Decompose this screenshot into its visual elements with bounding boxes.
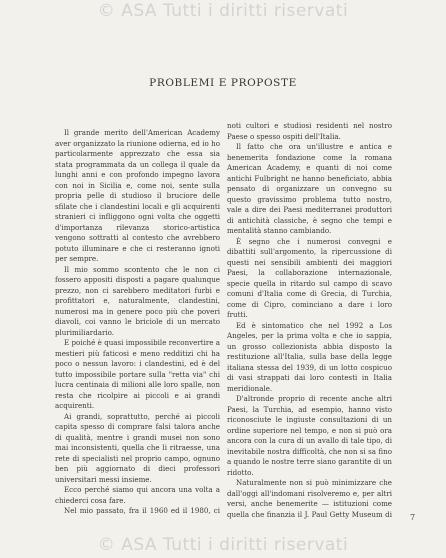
paragraph: noti cultori e studiosi residenti nel nostro Paese o spesso ospiti dell'Italia. (227, 121, 392, 141)
paragraph: Nel mio passato, fra il 1960 ed il 1980, ci (64, 506, 220, 515)
watermark-bottom: © ASA Tutti i diritti riservati (97, 535, 349, 555)
paragraph: D'altronde proprio di recente anche altri Paesi, la Turchia, ad esempio, hanno visto riconosciute le ingiuste consultazioni di un ordine superiore nel tempo, e non si può ora ancora con la cura di un avallo di tale tipo, di inevitabile nostra difficoltà, che non si sa fino a quando le nostre terre siano garantite di un ridotto. (227, 394, 392, 477)
paragraph: Il mio sommo scontento che le non ci fossero appositi disposti a pagare qualunque prezzo, non ci sarebbero meditatori furbi e profittatori e, naturalmente, clandestini, numerosi ma in genere poco più che poveri diavoli, coi vanno le briciole di un mercato plurimiliardario. (55, 264, 220, 337)
paragraph: Il grande merito dell'American Academy aver organizzato la riunione odierna, ed io ho particolarmente apprezzato che essa sia stata programmata da un collega il quale da lunghi anni e con profondo impegno lavora con noi in Sicilia e, come noi, sente sulla propria pelle di studioso il bruciore delle sfilate che i clandestini locali e gli acquirenti stranieri ci infliggono ogni volta che oggetti d'importanza rilevanza storico-artistica vengono sottratti al contesto che avrebbero potuto illuminare e che ci resteranno ignoti per sempre. (55, 128, 220, 263)
right-column (227, 121, 392, 521)
paragraph: Il fatto che ora un'illustre e antica e benemerita fondazione come la romana American Academy, e quanti di noi come antichi Fulbright ne hanno beneficiato, abbia pensato di organizzare un convegno su questo gravissimo problema tutto nostro, vale a dire dei Paesi mediterranei produttori di antichità classiche, è segno che tempi e mentalità stanno cambiando. (227, 142, 392, 235)
watermark-top: © ASA Tutti i diritti riservati (97, 1, 349, 21)
paragraph: Naturalmente non si può minimizzare che dall'oggi all'indomani risolveremo e, per altri versi, anche benemerite — istituzioni come quella che finanzia il J. Paul Getty Museum di (227, 478, 392, 519)
page-title: PROBLEMI E PROPOSTE (149, 77, 297, 89)
paragraph: E poiché è quasi impossibile reconvertire a mestieri più faticosi e meno redditizi chi ha poco o nessun lavoro: i clandestini, ed è del tutto impossibile portare sulla "retta via" chi lucra centinaia di milioni alle loro spalle, non resta che ricolpire ai piccoli e ai grandi acquirenti. (55, 338, 220, 410)
page-number: 7 (410, 513, 416, 522)
paragraph: È segno che i numerosi convegni e dibattiti sull'argomento, la ripercussione di questi nei sensibili ambienti dei maggiori Paesi, la collaborazione internazionale, specie quella in ritardo sul campo di scavo comuni d'Italia come di Grecia, di Turchia, come di Cipro, cominciano a dare i loro frutti. (227, 236, 392, 319)
paragraph: Ed è sintomatico che nel 1992 a Los Angeles, per la prima volta e che io sappia, un grosso collezionista abbia disposto la restituzione all'Italia, sulla base della legge italiana stessa del 1939, di un lotto cospicuo di vasi strappati dai loro contesti in Italia meridionale. (227, 320, 392, 393)
left-column (55, 128, 220, 518)
paragraph: Ai grandi, soprattutto, perché ai piccoli capita spesso di comprare falsi talora anche di qualità, mentre i grandi musei non sono mai inconsistenti, quella che li ritraesse, una rete di specialisti nel proprio campo, ognuno ben più aggiornato di dieci professori universitari messi insieme. (55, 411, 220, 484)
paragraph: Ecco perché siamo qui ancora una volta a chiederci cosa fare. (55, 485, 220, 505)
